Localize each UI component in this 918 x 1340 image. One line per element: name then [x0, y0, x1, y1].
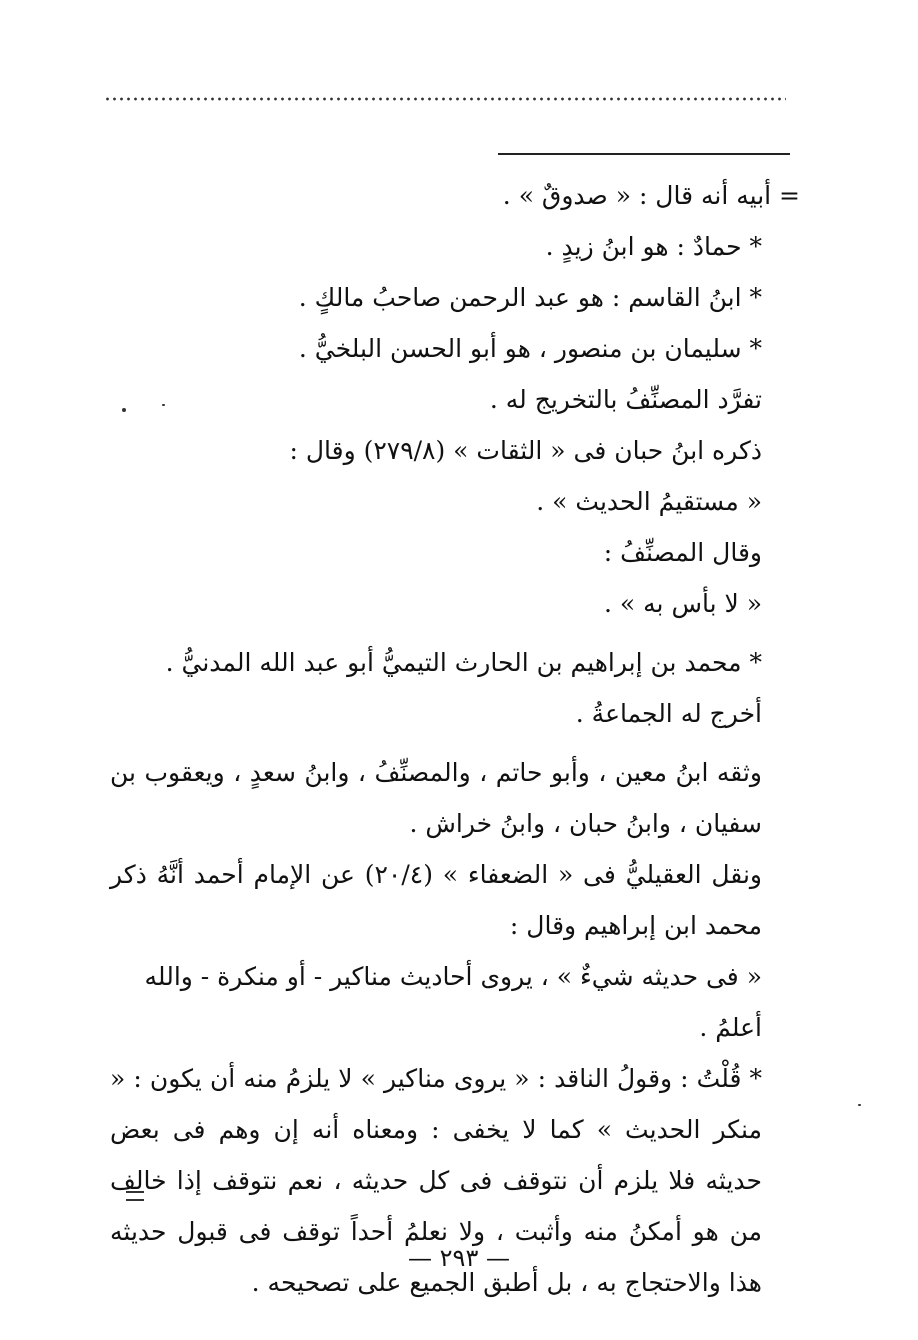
text-line: * سليمان بن منصور ، هو أبو الحسن البلخيُّ .: [298, 334, 762, 363]
text-line: * ابنُ القاسم : هو عبد الرحمن صاحبُ مالكٍ .: [298, 283, 762, 312]
dotted-separator: [104, 96, 786, 102]
page-number: — ٢٩٣ —: [408, 1244, 510, 1272]
text-line: تفرَّد المصنِّفُ بالتخريج له .: [489, 385, 762, 414]
text-paragraph: * قُلْتُ : وقولُ الناقد : « يروى مناكير » لا يلزمُ منه أن يكون : « منكر الحديث » كما لا يخفى : ومعناه أنه إن وهم فى بعض حديثه فلا يلزم أن نتوقف فى كل حديثه ، نعم نتوقف إذا خالف من هو أمكنُ منه وأثبت ، ولا نعلمُ أحداً توقف فى قبول حديثه هذا والاحتجاج به ، بل أطبق الجميع على تصحيحه .: [110, 1064, 762, 1297]
text-line: = أبيه أنه قال : « صدوقٌ » .: [502, 181, 800, 210]
scan-speck: [858, 1104, 861, 1106]
text-line: « مستقيمُ الحديث » .: [536, 487, 762, 516]
scan-speck: [162, 404, 165, 406]
page-body: [110, 170, 800, 1308]
footnote-rule: [498, 153, 790, 155]
scan-speck: [122, 408, 126, 412]
text-line: « فى حديثه شيءٌ » ، يروى أحاديث مناكير - أو منكرة - والله أعلمُ .: [144, 962, 762, 1042]
text-paragraph: ونقل العقيليُّ فى « الضعفاء » (٢٠/٤) عن الإمام أحمد أنَّهُ ذكر محمد ابن إبراهيم وقال :: [110, 860, 762, 940]
text-line: « لا بأس به » .: [604, 589, 762, 618]
continuation-mark: [126, 1191, 144, 1201]
text-line: ذكره ابنُ حبان فى « الثقات » (٢٧٩/٨) وقال :: [289, 436, 762, 465]
text-line: * حمادٌ : هو ابنُ زيدٍ .: [545, 232, 762, 261]
text-line: * محمد بن إبراهيم بن الحارث التيميُّ أبو عبد الله المدنيُّ .: [165, 648, 762, 677]
text-line: وقال المصنِّفُ :: [603, 538, 762, 567]
text-paragraph: وثقه ابنُ معين ، وأبو حاتم ، والمصنِّفُ ، وابنُ سعدٍ ، ويعقوب بن سفيان ، وابنُ حبان ، وابنُ خراش .: [110, 758, 762, 838]
text-line: أخرج له الجماعةُ .: [575, 699, 762, 728]
